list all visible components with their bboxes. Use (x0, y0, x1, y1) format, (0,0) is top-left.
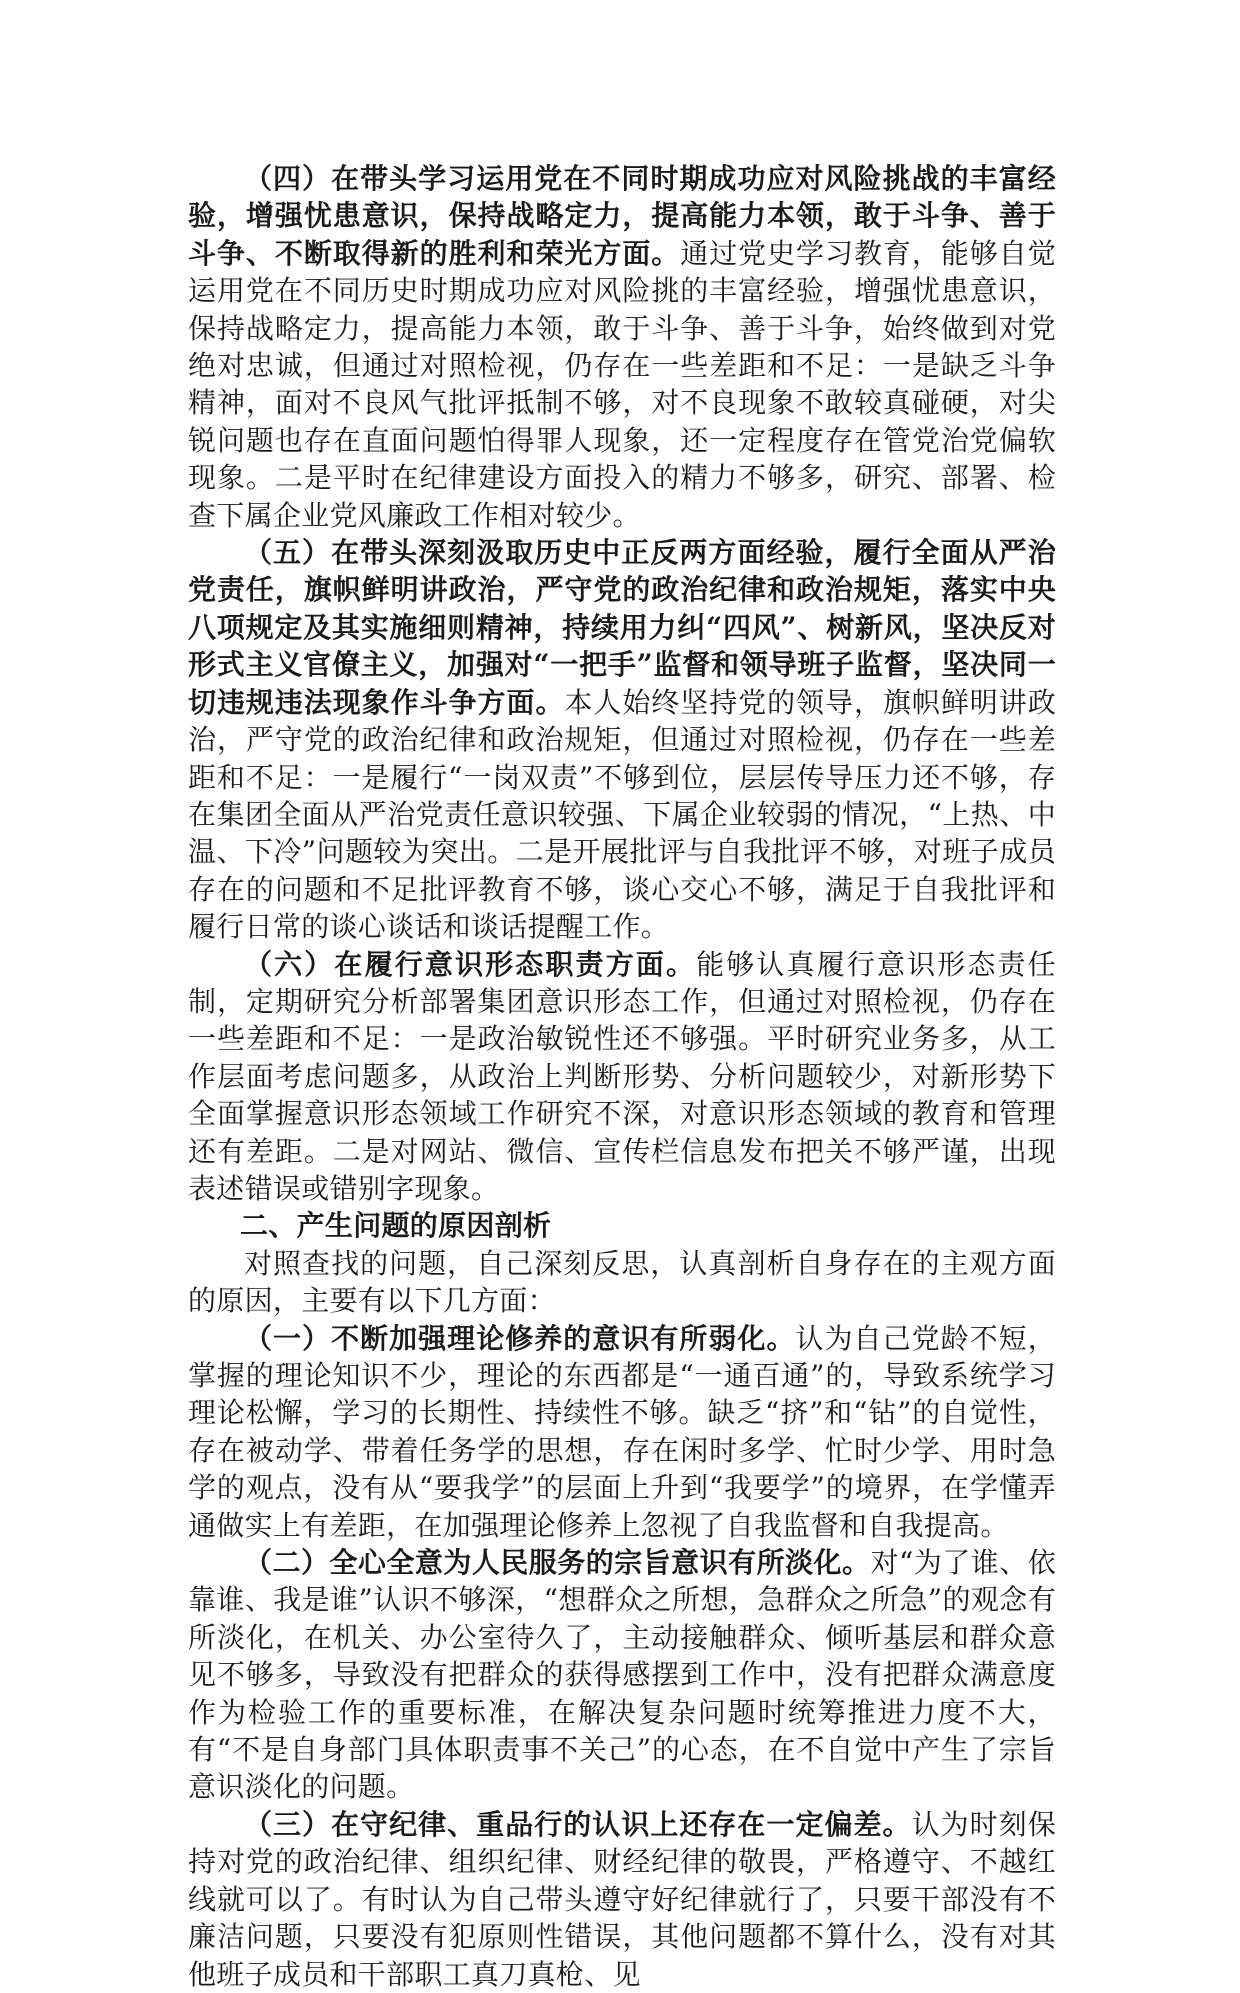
section-four-heading: （四）在带头学习运用党在不同时期成功应对风险挑战的丰富经验，增强忧患意识，保持战略定力，提高能力本领，敢于斗争、善于斗争、不断取得新的胜利和荣光方面。 (188, 162, 1056, 270)
cause-two-body: 对“为了谁、依靠谁、我是谁”认识不够深，“想群众之所想，急群众之所急”的观念有所淡化，在机关、办公室待久了，主动接触群众、倾听基层和群众意见不够多，导致没有把群众的获得感摆到工作中，没有把群众满意度作为检验工作的重要标准，在解决复杂问题时统筹推进力度不大，有“不是自身部门具体职责事不关己”的心态，在不自觉中产生了宗旨意识淡化的问题。 (188, 1546, 1056, 1804)
document-page (188, 160, 1056, 1993)
cause-analysis-heading: 二、产生问题的原因剖析 (240, 1209, 552, 1243)
section-four-body: 通过党史学习教育，能够自觉运用党在不同历史时期成功应对风险挑的丰富经验，增强忧患意识，保持战略定力，提高能力本领，敢于斗争、善于斗争，始终做到对党绝对忠诚，但通过对照检视，仍存在一些差距和不足：一是缺乏斗争精神，面对不良风气批评抵制不够，对不良现象不敢较真碰硬，对尖锐问题也存在直面问题怕得罪人现象，还一定程度存在管党治党偏软现象。二是平时在纪律建设方面投入的精力不够多，研究、部署、检查下属企业党风廉政工作相对较少。 (188, 236, 1056, 532)
section-five-heading: （五）在带头深刻汲取历史中正反两方面经验，履行全面从严治党责任，旗帜鲜明讲政治，严守党的政治纪律和政治规矩，落实中央八项规定及其实施细则精神，持续用力纠“四风”、树新风，坚决反对形式主义官僚主义，加强对“一把手”监督和领导班子监督，坚决同一切违规违法现象作斗争方面。 (188, 536, 1056, 719)
cause-three-heading: （三）在守纪律、重品行的认识上还存在一定偏差。 (244, 1807, 912, 1841)
section-six-body: 能够认真履行意识形态责任制，定期研究分析部署集团意识形态工作，但通过对照检视，仍存在一些差距和不足：一是政治敏锐性还不够强。平时研究业务多，从工作层面考虑问题多，从政治上判断形势、分析问题较少，对新形势下全面掌握意识形态领域工作研究不深，对意识形态领域的教育和管理还有差距。二是对网站、微信、宣传栏信息发布把关不够严谨，出现表述错误或错别字现象。 (188, 947, 1056, 1205)
cause-two-heading: （二）全心全意为人民服务的宗旨意识有所淡化。 (244, 1546, 871, 1580)
cause-three-body: 认为时刻保持对党的政治纪律、组织纪律、财经纪律的敬畏，严格遵守、不越红线就可以了。有时认为自己带头遵守好纪律就行了，只要干部没有不廉洁问题，只要没有犯原则性错误，其他问题都不算什么，没有对其他班子成员和干部职工真刀真枪、见 (188, 1807, 1056, 1991)
cause-analysis-intro: 对照查找的问题，自己深刻反思，认真剖析自身存在的主观方面的原因，主要有以下几方面： (188, 1246, 1056, 1318)
section-six-paragraph (188, 946, 1056, 1208)
section-four-paragraph (188, 160, 1056, 534)
cause-one-heading: （一）不断加强理论修养的意识有所弱化。 (244, 1321, 796, 1355)
section-five-paragraph (188, 534, 1056, 945)
section-five-body: 本人始终坚持党的领导，旗帜鲜明讲政治，严守党的政治纪律和政治规矩，但通过对照检视，仍存在一些差距和不足：一是履行“一岗双责”不够到位，层层传导压力还不够，存在集团全面从严治党责任意识较强、下属企业较弱的情况，“上热、中温、下冷”问题较为突出。二是开展批评与自我批评不够，对班子成员存在的问题和不足批评教育不够，谈心交心不够，满足于自我批评和履行日常的谈心谈话和谈话提醒工作。 (188, 685, 1056, 944)
cause-three-paragraph (188, 1806, 1056, 1993)
cause-one-paragraph (188, 1320, 1056, 1544)
cause-one-body: 认为自己党龄不短，掌握的理论知识不少，理论的东西都是“一通百通”的，导致系统学习理论松懈，学习的长期性、持续性不够。缺乏“挤”和“钻”的自觉性，存在被动学、带着任务学的思想，存在闲时多学、忙时少学、用时急学的观点，没有从“要我学”的层面上升到“我要学”的境界，在学懂弄通做实上有差距，在加强理论修养上忽视了自我监督和自我提高。 (188, 1321, 1057, 1542)
section-six-heading: （六）在履行意识形态职责方面。 (244, 947, 697, 981)
cause-two-paragraph (188, 1544, 1056, 1806)
